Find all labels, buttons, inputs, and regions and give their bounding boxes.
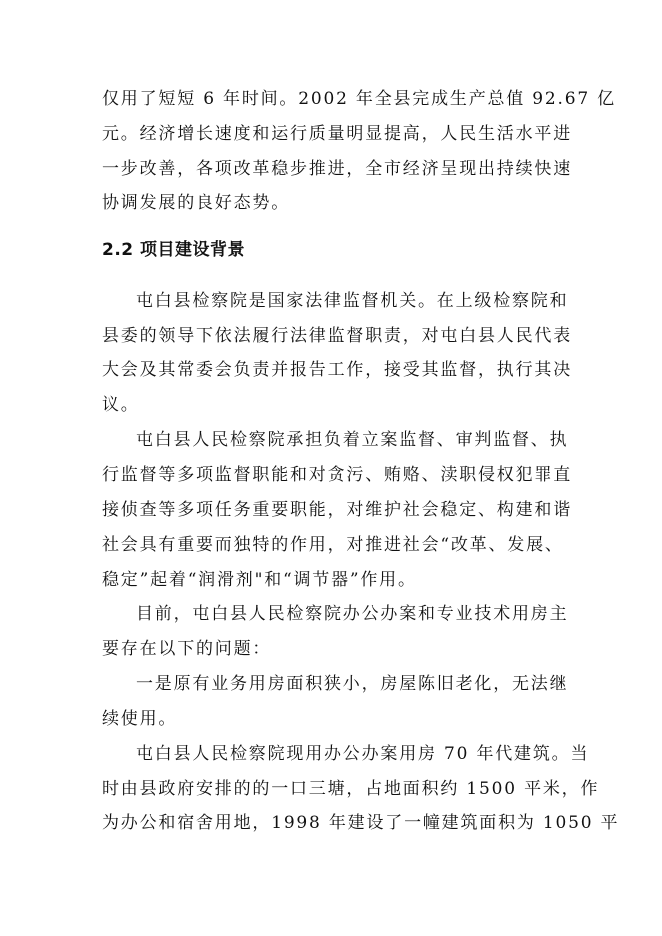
text-line: 行监督等多项监督职能和对贪污、贿赂、渎职侵权犯罪直 [102, 465, 572, 485]
text-line: 一步改善，各项改革稳步推进，全市经济呈现出持续快速 [102, 159, 572, 179]
text-line: 元。经济增长速度和运行质量明显提高，人民生活水平进 [102, 124, 572, 144]
text-line: 目前，屯白县人民检察院办公办案和专业技术用房主 [136, 604, 569, 624]
text-line: 屯白县人民检察院现用办公办案用房 70 年代建筑。当 [136, 744, 590, 764]
text-line: 仅用了短短 6 年时间。2002 年全县完成生产总值 92.67 亿 [102, 89, 616, 109]
text-line: 协调发展的良好态势。 [102, 193, 290, 213]
text-line: 大会及其常委会负责并报告工作，接受其监督，执行其决 [102, 360, 572, 380]
text-line: 要存在以下的问题： [102, 639, 272, 659]
text-line: 续使用。 [102, 709, 178, 729]
text-line: 议。 [102, 395, 140, 415]
text-line: 一是原有业务用房面积狭小，房屋陈旧老化，无法继 [136, 674, 569, 694]
section-heading: 2.2 项目建设背景 [102, 240, 246, 260]
text-line: 接侦查等多项任务重要职能，对维护社会稳定、构建和谐 [102, 500, 572, 520]
text-line: 屯白县人民检察院承担负着立案监督、审判监督、执 [136, 430, 569, 450]
text-line: 屯白县检察院是国家法律监督机关。在上级检察院和 [136, 291, 569, 311]
text-line: 稳定”起着“润滑剂"和“调节器”作用。 [102, 570, 417, 590]
text-line: 社会具有重要而独特的作用，对推进社会“改革、发展、 [102, 535, 564, 555]
text-line: 县委的领导下依法履行法律监督职责，对屯白县人民代表 [102, 326, 572, 346]
text-line: 为办公和宿舍用地，1998 年建设了一幢建筑面积为 1050 平 [102, 813, 620, 833]
text-line: 时由县政府安排的的一口三塘，占地面积约 1500 平米，作 [102, 779, 600, 799]
